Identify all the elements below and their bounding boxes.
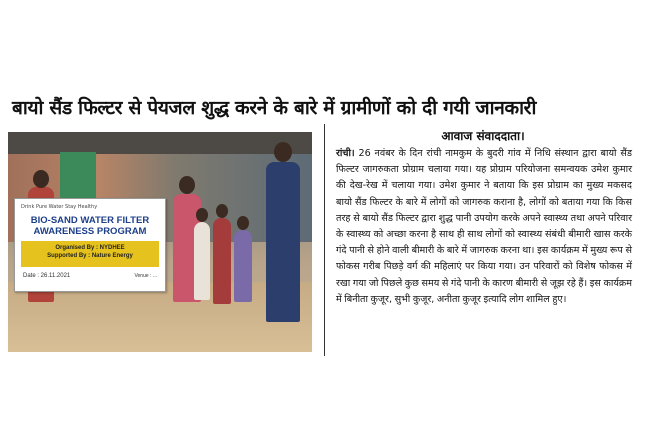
photo-person-head [237,216,249,230]
banner-organisers [21,241,159,267]
column-divider [324,124,325,356]
banner-tagline: Drink Pure Water Stay Healthy [21,204,98,210]
photo-person-head [274,142,292,162]
photo-roof [8,132,312,154]
article-body [336,146,632,308]
photo-person-head [216,204,228,218]
byline: आवाज संवाददाता। [441,129,525,143]
photo-person-head [179,176,195,194]
photo-person [194,222,210,300]
banner-organised-by: Organised By : NYDHEE [55,245,125,251]
photo-person [213,218,231,304]
banner-supported-by: Supported By : Nature Energy [47,253,133,259]
article-dateline: रांची। [336,148,355,159]
banner-date: Date : 26.11.2021 [23,273,71,279]
photo-person-head [196,208,208,222]
article-text: 26 नवंबर के दिन रांची नामकुम के बुदरी गांव में निधि संस्थान द्वारा बायो सैंड फिल्टर जागरुकता प्रोग्राम चलाया गया। यह प्रोग्राम परियोजना समन्वयक उमेश कुमार की देख-रेख में चलाया गया। उमेश कुमार ने बताया कि इस प्रोग्राम का मुख्य मकसद बायो सैंड फिल्टर के बारे में लोगों को जागरुक कराना है, लोगों को बताया गया कि किस तरह से बायो सैंड फिल्टर द्वारा शुद्ध पानी उपयोग करके अपने स्वास्थ्य तथा अपने परिवार के स्वास्थ्य को अच्छा करना है साथ ही साथ लोगों को स्वास्थ्य संबंधी बीमारी खास करके गंदे पानी से होने वाली बीमारी के बारे में जागरुक करना था। इस कार्यक्रम में मुख्य रूप से फोकस गरीब पिछड़े वर्ग की महिलाएं पर किया गया। उन परिवारों को विशेष फोकस में रखा गया जो पिछले कुछ समय से गंदे पानी के कारण बीमारी से जूझ रहे हैं। इस कार्यक्रम में बिनीता कुजूर, सुभी कुजूर, अनीता कुजूर इत्यादि लोग शामिल हुए। [336,148,632,305]
photo-person [234,230,252,302]
awareness-banner [14,198,166,292]
banner-title: BIO-SAND WATER FILTER AWARENESS PROGRAM [30,215,150,237]
banner-venue: Venue : ... [134,273,157,279]
news-photo [8,132,312,352]
photo-person-head [33,170,49,188]
photo-person [266,162,300,322]
headline: बायो सैंड फिल्टर से पेयजल शुद्ध करने के बारे में ग्रामीणों को दी गयी जानकारी [12,97,537,119]
